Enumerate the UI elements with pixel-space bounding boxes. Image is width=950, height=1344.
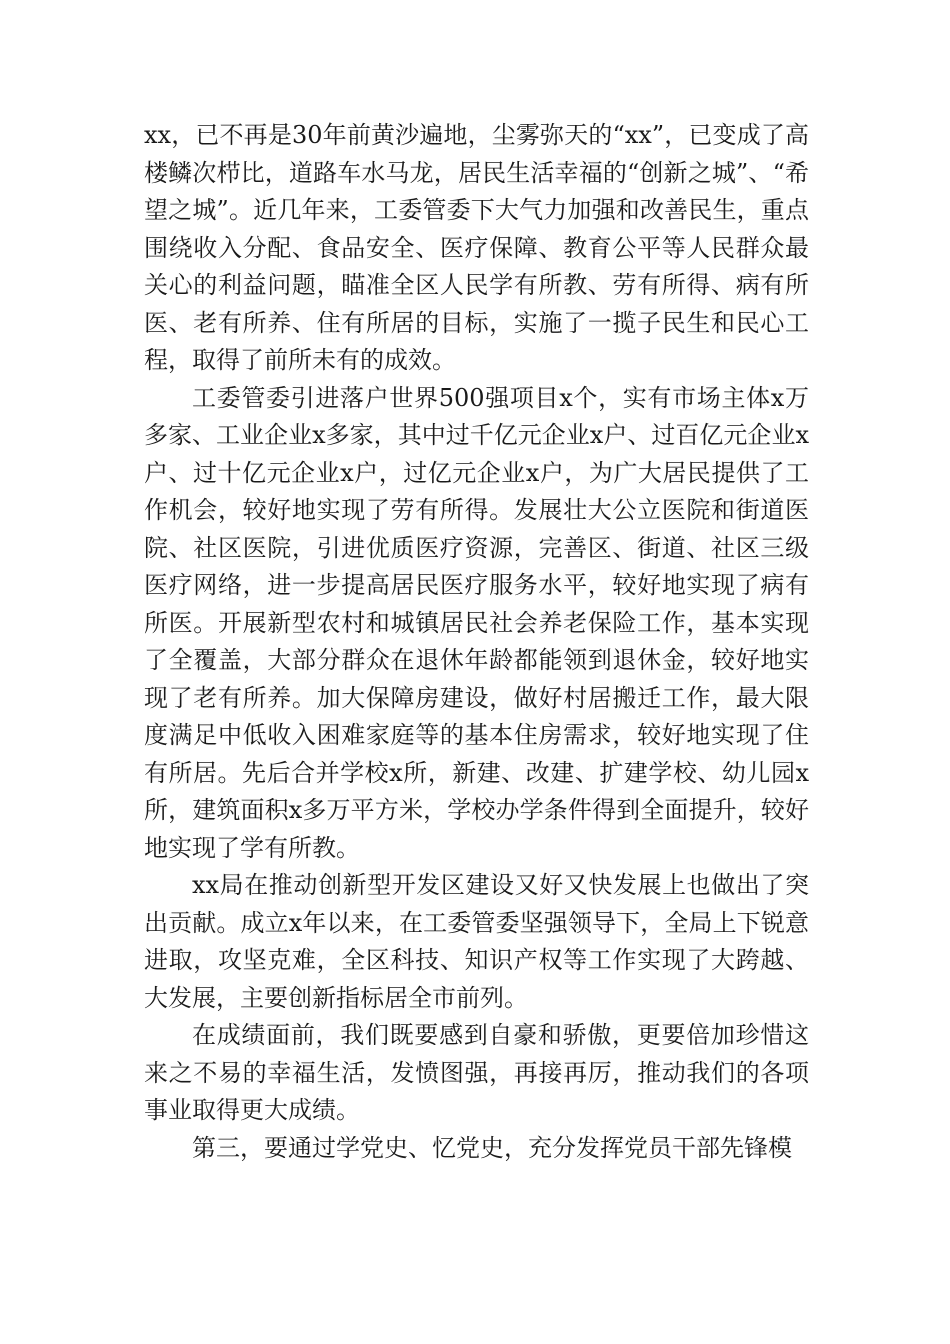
paragraph-1: xx，已不再是30年前黄沙遍地，尘雾弥天的“xx”，已变成了高楼鳞次栉比，道路车水马龙，居民生活幸福的“创新之城”、“希望之城”。近几年来，工委管委下大气力加强和改善民生，重点围绕收入分配、食品安全、医疗保障、教育公平等人民群众最关心的利益问题，瞄准全区人民学有所教、劳有所得、病有所医、老有所养、住有所居的目标，实施了一揽子民生和民心工程，取得了前所未有的成效。 <box>144 121 809 374</box>
paragraph-5: 第三，要通过学党史、忆党史，充分发挥党员干部先锋模 <box>192 1133 792 1162</box>
paragraph-2: 工委管委引进落户世界500强项目x个，实有市场主体x万多家、工业企业x多家，其中过千亿元企业x户、过百亿元企业x户、过十亿元企业x户，过亿元企业x户，为广大居民提供了工作机会，较好地实现了劳有所得。发展壮大公立医院和街道医院、社区医院，引进优质医疗资源，完善区、街道、社区三级医疗网络，进一步提高居民医疗服务水平，较好地实现了病有所医。开展新型农村和城镇居民社会养老保险工作，基本实现了全覆盖，大部分群众在退休年龄都能领到退休金，较好地实现了老有所养。加大保障房建设，做好村居搬迁工作，最大限度满足中低收入困难家庭等的基本住房需求，较好地实现了住有所居。先后合并学校x所，新建、改建、扩建学校、幼儿园x所，建筑面积x多万平方米，学校办学条件得到全面提升，较好地实现了学有所教。 <box>144 383 809 862</box>
document-page <box>144 117 809 1167</box>
paragraph-3: xx局在推动创新型开发区建设又好又快发展上也做出了突出贡献。成立x年以来，在工委管委坚强领导下，全局上下锐意进取，攻坚克难，全区科技、知识产权等工作实现了大跨越、大发展，主要创新指标居全市前列。 <box>144 871 809 1012</box>
paragraph-4: 在成绩面前，我们既要感到自豪和骄傲，更要倍加珍惜这来之不易的幸福生活，发愤图强，再接再厉，推动我们的各项事业取得更大成绩。 <box>144 1021 809 1124</box>
